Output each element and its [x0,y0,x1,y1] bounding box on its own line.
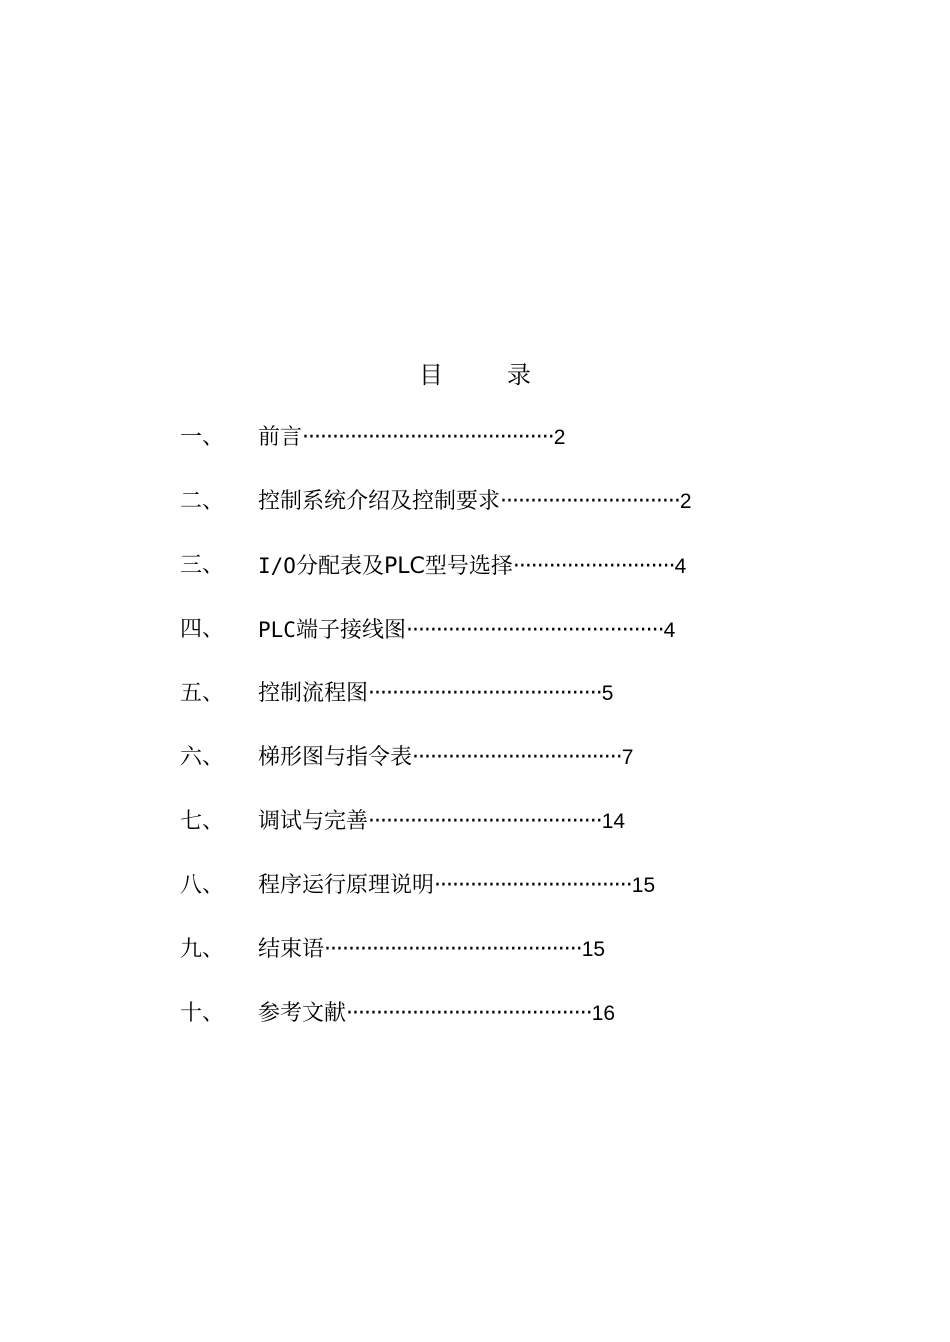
toc-entry-leader: ······································· [368,681,602,706]
toc-entry-number: 四、 [180,617,225,642]
toc-entry-text [258,932,605,968]
toc-entry-number: 二、 [180,489,225,514]
toc-entry-page: 7 [621,746,634,769]
toc-entry-number: 三、 [180,553,225,578]
toc-entry-text [258,484,692,520]
toc-entry-number: 十、 [180,1001,225,1026]
toc-entry-title: 梯形图与指令表 [258,745,413,770]
toc-title [0,358,950,392]
toc-entry-number: 一、 [180,425,225,450]
toc-entry-number: 七、 [180,809,225,834]
toc-entry-page: 2 [679,490,692,513]
toc-entry-number: 九、 [180,937,225,962]
toc-entry-leader: ········································· [346,1001,592,1026]
toc-entry-number: 八、 [180,873,225,898]
toc-entry-leader: ··········································· [405,618,664,643]
toc-entry-title-prefix: PLC [258,618,296,642]
toc-entry-title: 程序运行原理说明 [258,873,435,898]
toc-entry-page: 15 [631,874,656,897]
toc-entry-page: 2 [553,426,566,449]
toc-entry-leader: ································· [434,873,632,898]
toc-entry-text [258,804,625,840]
toc-entry-title: 端子接线图 [295,618,406,643]
toc-entry-page: 5 [601,682,614,705]
toc-entry-title: 结束语 [258,937,325,962]
toc-entry-text [258,612,675,649]
toc-entry-title: 控制系统介绍及控制要求 [258,489,501,514]
toc-entry-page: 16 [591,1002,616,1025]
toc-entry-text [258,868,655,904]
toc-entry-title: 参考文献 [258,1001,347,1026]
toc-entry-leader: ·········································· [302,425,554,450]
toc-entry-title: 调试与完善 [258,809,369,834]
toc-entry-leader: ··································· [412,745,622,770]
toc-entry-text [258,548,686,585]
toc-entry-text [258,996,615,1032]
toc-entry-text [258,676,613,712]
toc-entry-leader: ······································· [368,809,602,834]
toc-entry-number: 五、 [180,681,225,706]
toc-entry-leader: ··········································· [324,937,582,962]
toc-entry-title-prefix: I/O [258,554,296,578]
toc-entry-text [258,420,565,456]
toc-entry-title: 前言 [258,425,303,450]
toc-entry-text [258,740,633,776]
toc-entry-page: 4 [663,619,676,642]
toc-title-part2: 录 [507,361,531,389]
toc-entry-page: 15 [581,938,606,961]
toc-entry-leader: ······························ [500,489,680,514]
toc-entry-page: 4 [674,555,687,578]
toc-entry-title: 控制流程图 [258,681,369,706]
toc-title-part1: 目 [419,361,443,389]
toc-entry-number: 六、 [180,745,225,770]
toc-entry-title: 分配表及PLC型号选择 [295,554,513,579]
toc-entry-page: 14 [601,810,626,833]
toc-entry-leader: ··························· [512,554,675,579]
